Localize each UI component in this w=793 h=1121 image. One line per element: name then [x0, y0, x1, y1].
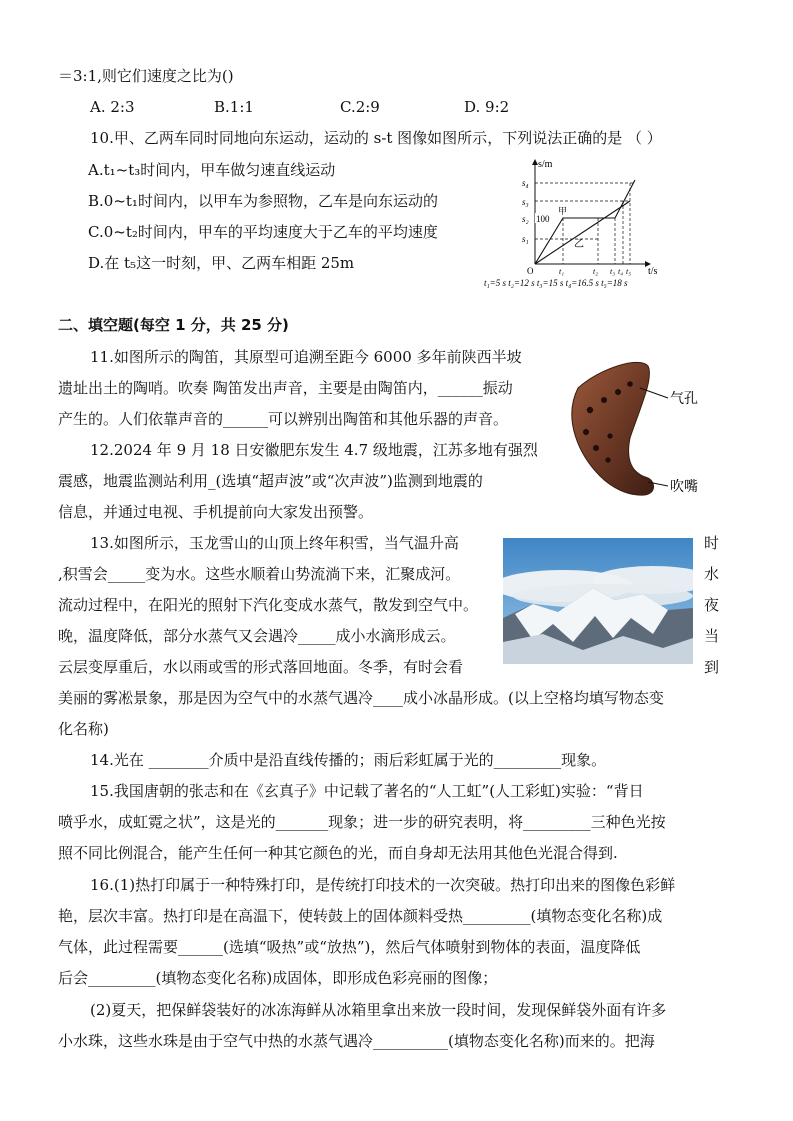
q13-line7: 化名称) [58, 720, 109, 738]
q9-option-a[interactable]: A. 2:3 [90, 98, 135, 116]
ocarina-mouth-label: 吹嘴 [670, 480, 698, 495]
q15-line2: 喷乎水，成虹霓之状”，这是光的_______现象；进一步的研究表明，将_________三种色光按 [58, 813, 666, 831]
q11-line3: 产生的。人们依靠声音的______可以辨别出陶笛和其他乐器的声音。 [58, 410, 509, 428]
graph-origin: O [527, 266, 534, 276]
graph-ytick-s3: s₃ [522, 197, 529, 207]
ocarina-body [572, 362, 654, 495]
q13-line3: 流动过程中，在阳光的照射下汽化变成水蒸气，散发到空气中。 [58, 596, 479, 614]
q10-option-b[interactable]: B.0~t₁时间内，以甲车为参照物，乙车是向东运动的 [88, 192, 438, 210]
q13-line2: ,积雪会_____变为水。这些水顺着山势流淌下来，汇聚成河。 [58, 565, 461, 583]
graph-ylabel: s/m [538, 159, 553, 170]
graph-xtick-t5: t₅ [626, 267, 632, 276]
q15-line1: 15.我国唐朝的张志和在《玄真子》中记载了著名的“人工虹”(人工彩虹)实验：“背日 [90, 782, 644, 800]
q13-line4: 晚，温度降低，部分水蒸气又会遇冷_____成小水滴形成云。 [58, 627, 456, 645]
ocarina-figure [560, 348, 735, 508]
graph-ytick-s4: s₄ [522, 178, 529, 188]
graph-caption: t₁=5 s t₂=12 s t₃=15 s t₄=16.5 s t₅=18 s [484, 278, 628, 288]
q14-line1: 14.光在 ________介质中是沿直线传播的；雨后彩虹属于光的_________现象。 [90, 751, 607, 769]
q9-option-d[interactable]: D. 9:2 [464, 98, 510, 116]
q16-line2: 艳，层次丰富。热打印是在高温下，使转鼓上的固体颜料受热_________(填物态变化名称)成 [58, 907, 663, 925]
q13-line1: 13.如图所示，玉龙雪山的山顶上终年积雪，当气温升高 [90, 534, 459, 552]
q10-option-a[interactable]: A.t₁~t₃时间内，甲车做匀速直线运动 [88, 161, 336, 179]
section-title: 二、填空题(每空 1 分，共 25 分) [58, 316, 289, 334]
q9-stem-tail: ＝3:1,则它们速度之比为() [58, 67, 234, 85]
q13-line4-right: 当 [704, 627, 720, 645]
graph-xtick-t1: t₁ [559, 267, 565, 276]
q16-line5: (2)夏天，把保鲜袋装好的冰冻海鲜从冰箱里拿出来放一段时间，发现保鲜袋外面有许多 [90, 1001, 667, 1019]
graph-xtick-t3: t₃ [610, 267, 616, 276]
q11-line1: 11.如图所示的陶笛，其原型可追溯至距今 6000 多年前陕西半坡 [90, 348, 522, 366]
q12-line1: 12.2024 年 9 月 18 日安徽肥东发生 4.7 级地震，江苏多地有强烈 [90, 441, 538, 459]
q12-line2: 震感，地震监测站利用_(选填“超声波”或“次声波”)监测到地震的 [58, 472, 483, 490]
q13-line3-right: 夜 [704, 596, 720, 614]
ocarina-hole-label: 气孔 [670, 392, 698, 407]
graph-mark-100: 100 [536, 214, 550, 224]
graph-xlabel: t/s [648, 266, 658, 277]
q16-line4: 后会_________(填物态变化名称)成固体，即形成色彩亮丽的图像； [58, 969, 498, 987]
q10-st-graph [478, 155, 708, 290]
graph-label-jia: 甲 [558, 206, 568, 216]
graph-line-yi [535, 201, 630, 264]
q16-line6: 小水珠，这些水珠是由于空气中热的水蒸气遇冷__________(填物态变化名称)而来的。把海 [58, 1032, 655, 1050]
q12-line3: 信息，并通过电视、手机提前向大家发出预警。 [58, 503, 374, 521]
q10-stem: 10.甲、乙两车同时同地向东运动，运动的 s-t 图像如图所示，下列说法正确的是 （ ） [90, 129, 662, 147]
q13-line6: 美丽的雾凇景象，那是因为空气中的水蒸气遇冷____成小冰晶形成。(以上空格均填写物态变 [58, 689, 664, 707]
q11-line2: 遗址出土的陶哨。吹奏 陶笛发出声音，主要是由陶笛内，______振动 [58, 379, 513, 397]
q13-line1-right: 时 [704, 534, 720, 552]
graph-label-yi: 乙 [574, 239, 584, 250]
graph-xtick-t2: t₂ [593, 267, 599, 276]
graph-xtick-t4: t₄ [618, 267, 624, 276]
q13-line2-right: 水 [704, 565, 720, 583]
q9-option-c[interactable]: C.2:9 [340, 98, 380, 116]
q10-option-c[interactable]: C.0~t₂时间内，甲车的平均速度大于乙车的平均速度 [88, 223, 438, 241]
q16-line3: 气体，此过程需要______(选填“吸热”或“放热”)，然后气体喷射到物体的表面，温度降低 [58, 938, 641, 956]
snow-mountain-image [503, 538, 693, 664]
graph-ytick-s1: s₁ [522, 234, 529, 244]
q13-line5-right: 到 [704, 658, 720, 676]
graph-guides [535, 183, 635, 264]
q16-line1: 16.(1)热打印属于一种特殊打印，是传统打印技术的一次突破。热打印出来的图像色彩鲜 [90, 876, 676, 894]
graph-ytick-s2: s₂ [522, 214, 529, 224]
q13-line5: 云层变厚重后，水以雨或雪的形式落回地面。冬季，有时会看 [58, 658, 464, 676]
q9-option-b[interactable]: B.1:1 [214, 98, 254, 116]
q9-options [90, 97, 509, 117]
q10-option-d[interactable]: D.在 t₅这一时刻，甲、乙两车相距 25m [88, 254, 355, 272]
q15-line3: 照不同比例混合，能产生任何一种其它颜色的光，而自身却无法用其他色光混合得到. [58, 844, 618, 862]
